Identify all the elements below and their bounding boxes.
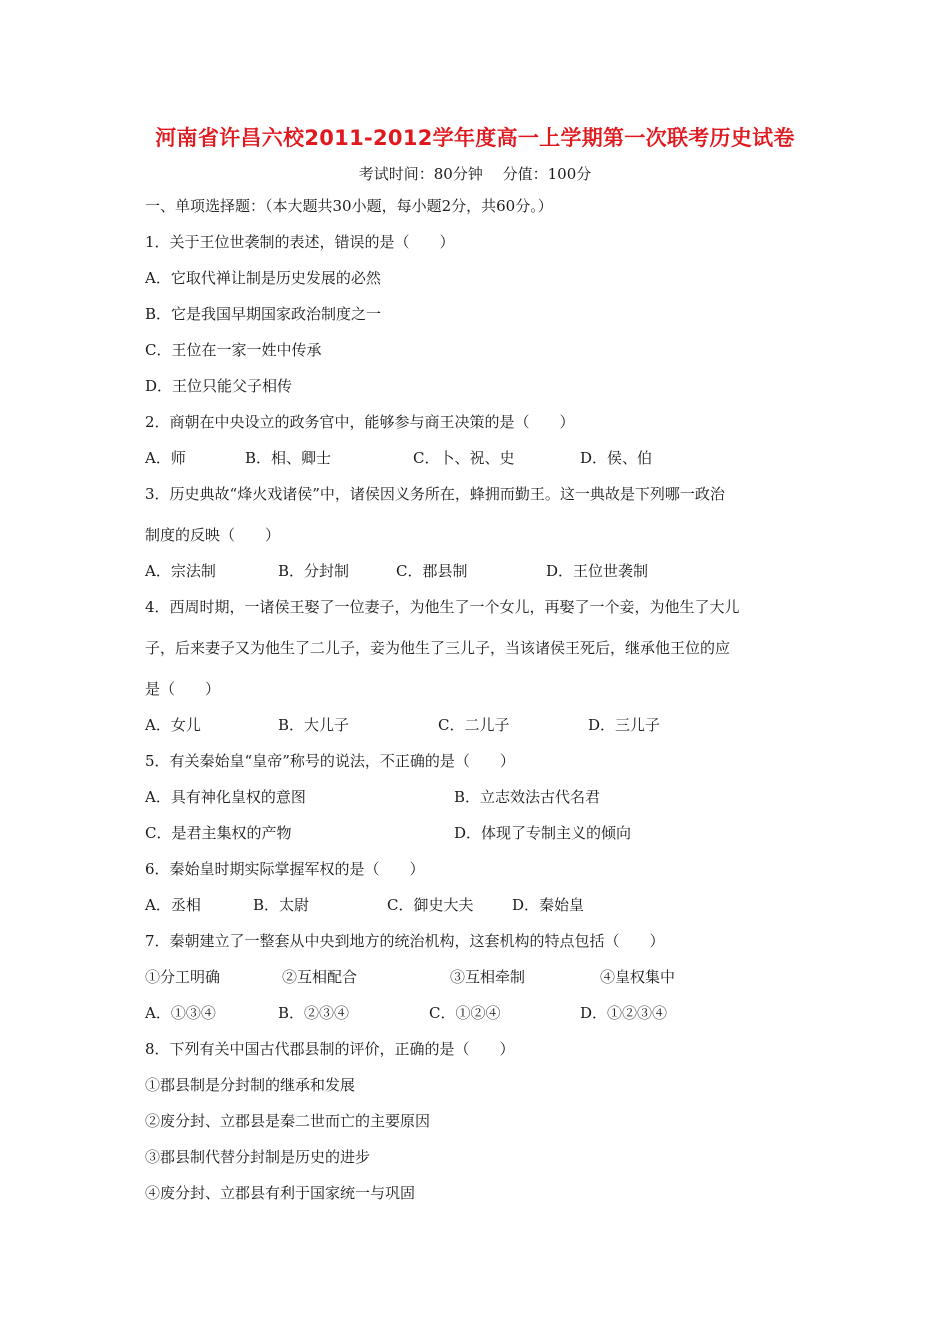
question-5-option-a: A．具有神化皇权的意图 [145,788,306,806]
question-6-option-d: D．秦始皇 [512,896,585,914]
question-5-stem: 5．有关秦始皇“皇帝”称号的说法，不正确的是（ ） [145,752,515,770]
question-7-option-d: D．①②③④ [580,1004,668,1022]
question-7-item-2: ②互相配合 [282,968,358,986]
question-1-stem: 1．关于王位世袭制的表述，错误的是（ ） [145,233,455,251]
question-4-stem-line-3: 是（ ） [145,680,221,698]
question-4-stem-line-1: 4．西周时期，一诸侯王娶了一位妻子，为他生了一个女儿，再娶了一个妾，为他生了大儿 [145,598,740,616]
question-1-option-b: B．它是我国早期国家政治制度之一 [145,305,382,323]
exam-title: 河南省许昌六校2011-2012学年度高一上学期第一次联考历史试卷 [155,126,795,150]
question-1-option-c: C．王位在一家一姓中传承 [145,341,322,359]
question-4-stem-line-2: 子，后来妻子又为他生了二儿子，妾为他生了三儿子，当该诸侯王死后，继承他王位的应 [145,639,731,657]
question-3-option-a: A．宗法制 [145,562,216,580]
question-7-item-1: ①分工明确 [145,968,221,986]
question-3-stem-line-2: 制度的反映（ ） [145,526,281,544]
question-2-option-b: B．相、卿士 [245,449,332,467]
exam-subtitle: 考试时间：80分钟 分值：100分 [358,165,592,183]
question-3-option-b: B．分封制 [278,562,350,580]
question-2-stem: 2．商朝在中央设立的政务官中，能够参与商王决策的是（ ） [145,413,575,431]
question-6-stem: 6．秦始皇时期实际掌握军权的是（ ） [145,860,425,878]
question-7-option-a: A．①③④ [145,1004,216,1022]
question-8-item-3: ③郡县制代替分封制是历史的进步 [145,1148,371,1166]
question-2-option-a: A．师 [145,449,186,467]
question-4-option-a: A．女儿 [145,716,201,734]
question-8-item-4: ④废分封、立郡县有利于国家统一与巩固 [145,1184,416,1202]
question-2-option-c: C．卜、祝、史 [413,449,515,467]
question-5-option-d: D．体现了专制主义的倾向 [454,824,632,842]
question-4-option-d: D．三儿子 [588,716,661,734]
question-1-option-d: D．王位只能父子相传 [145,377,293,395]
question-7-stem: 7．秦朝建立了一整套从中央到地方的统治机构，这套机构的特点包括（ ） [145,932,665,950]
question-8-item-1: ①郡县制是分封制的继承和发展 [145,1076,356,1094]
question-7-option-c: C．①②④ [429,1004,501,1022]
question-7-item-4: ④皇权集中 [600,968,676,986]
question-4-option-b: B．大儿子 [278,716,350,734]
section-heading: 一、单项选择题：（本大题共30小题，每小题2分，共60分。） [145,197,553,215]
question-3-option-c: C．郡县制 [396,562,468,580]
question-1-option-a: A．它取代禅让制是历史发展的必然 [145,269,381,287]
question-7-option-b: B．②③④ [278,1004,350,1022]
question-6-option-a: A．丞相 [145,896,201,914]
question-7-item-3: ③互相牵制 [450,968,526,986]
question-6-option-b: B．太尉 [253,896,310,914]
question-3-option-d: D．王位世袭制 [546,562,649,580]
question-5-option-c: C．是君主集权的产物 [145,824,292,842]
question-2-option-d: D．侯、伯 [580,449,653,467]
question-3-stem-line-1: 3．历史典故“烽火戏诸侯”中，诸侯因义务所在，蜂拥而勤王。这一典故是下列哪一政治 [145,485,725,503]
question-8-stem: 8．下列有关中国古代郡县制的评价，正确的是（ ） [145,1040,515,1058]
question-8-item-2: ②废分封、立郡县是秦二世而亡的主要原因 [145,1112,431,1130]
question-6-option-c: C．御史大夫 [387,896,474,914]
question-5-option-b: B．立志效法古代名君 [454,788,601,806]
question-4-option-c: C．二儿子 [438,716,510,734]
